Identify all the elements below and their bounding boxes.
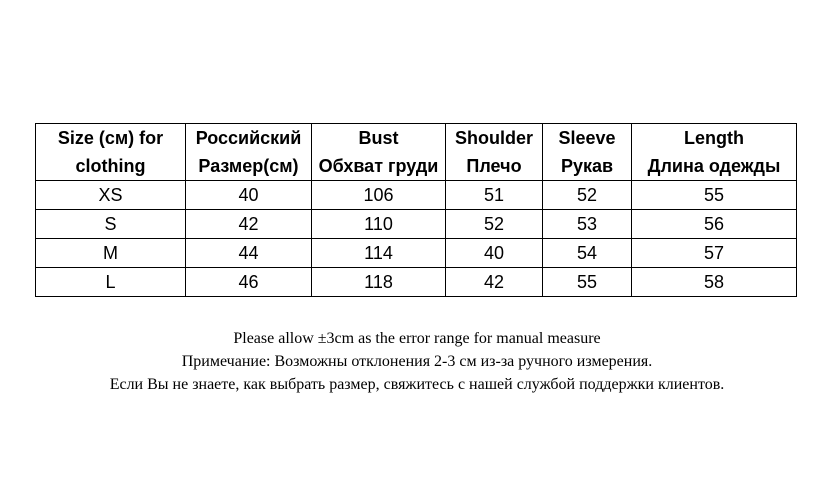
cell-shoulder: 42: [446, 268, 543, 297]
cell-length: 58: [632, 268, 797, 297]
cell-russian-size: 42: [186, 210, 312, 239]
table-header-row: [36, 124, 797, 181]
note-error-range: Please allow ±3cm as the error range for manual measure: [233, 330, 601, 347]
cell-sleeve: 53: [543, 210, 632, 239]
cell-bust: 114: [312, 239, 446, 268]
cell-shoulder: 52: [446, 210, 543, 239]
header-label: Размер(см): [198, 156, 299, 176]
cell-sleeve: 54: [543, 239, 632, 268]
cell-length: 57: [632, 239, 797, 268]
cell-sleeve: 52: [543, 181, 632, 210]
note-contact-support: Если Вы не знаете, как выбрать размер, свяжитесь с нашей службой поддержки клиентов.: [109, 376, 725, 393]
measurement-notes: [0, 327, 834, 396]
table-row: [36, 268, 797, 297]
header-label: Size (см) for: [57, 128, 164, 148]
note-error-range-ru: Примечание: Возможны отклонения 2-3 см из-за ручного измерения.: [181, 353, 653, 370]
cell-russian-size: 46: [186, 268, 312, 297]
cell-shoulder: 40: [446, 239, 543, 268]
table-row: [36, 239, 797, 268]
cell-bust: 118: [312, 268, 446, 297]
cell-bust: 106: [312, 181, 446, 210]
cell-length: 55: [632, 181, 797, 210]
header-label: Bust: [358, 128, 399, 148]
header-label: Российский: [195, 128, 302, 148]
table-row: [36, 181, 797, 210]
size-chart-table: [35, 123, 797, 297]
header-label: clothing: [75, 156, 146, 176]
header-size: [36, 124, 186, 181]
cell-size: S: [36, 210, 186, 239]
header-russian-size: [186, 124, 312, 181]
header-label: Плечо: [466, 156, 522, 176]
cell-length: 56: [632, 210, 797, 239]
header-bust: [312, 124, 446, 181]
header-label: Sleeve: [558, 128, 616, 148]
cell-russian-size: 40: [186, 181, 312, 210]
header-label: Length: [684, 128, 744, 148]
cell-bust: 110: [312, 210, 446, 239]
header-label: Рукав: [560, 156, 614, 176]
header-label: Длина одежды: [647, 156, 781, 176]
cell-sleeve: 55: [543, 268, 632, 297]
table-row: [36, 210, 797, 239]
header-shoulder: [446, 124, 543, 181]
header-length: [632, 124, 797, 181]
header-label: Обхват груди: [318, 156, 439, 176]
cell-size: M: [36, 239, 186, 268]
cell-shoulder: 51: [446, 181, 543, 210]
cell-size: XS: [36, 181, 186, 210]
header-sleeve: [543, 124, 632, 181]
cell-size: L: [36, 268, 186, 297]
cell-russian-size: 44: [186, 239, 312, 268]
header-label: Shoulder: [454, 128, 533, 148]
